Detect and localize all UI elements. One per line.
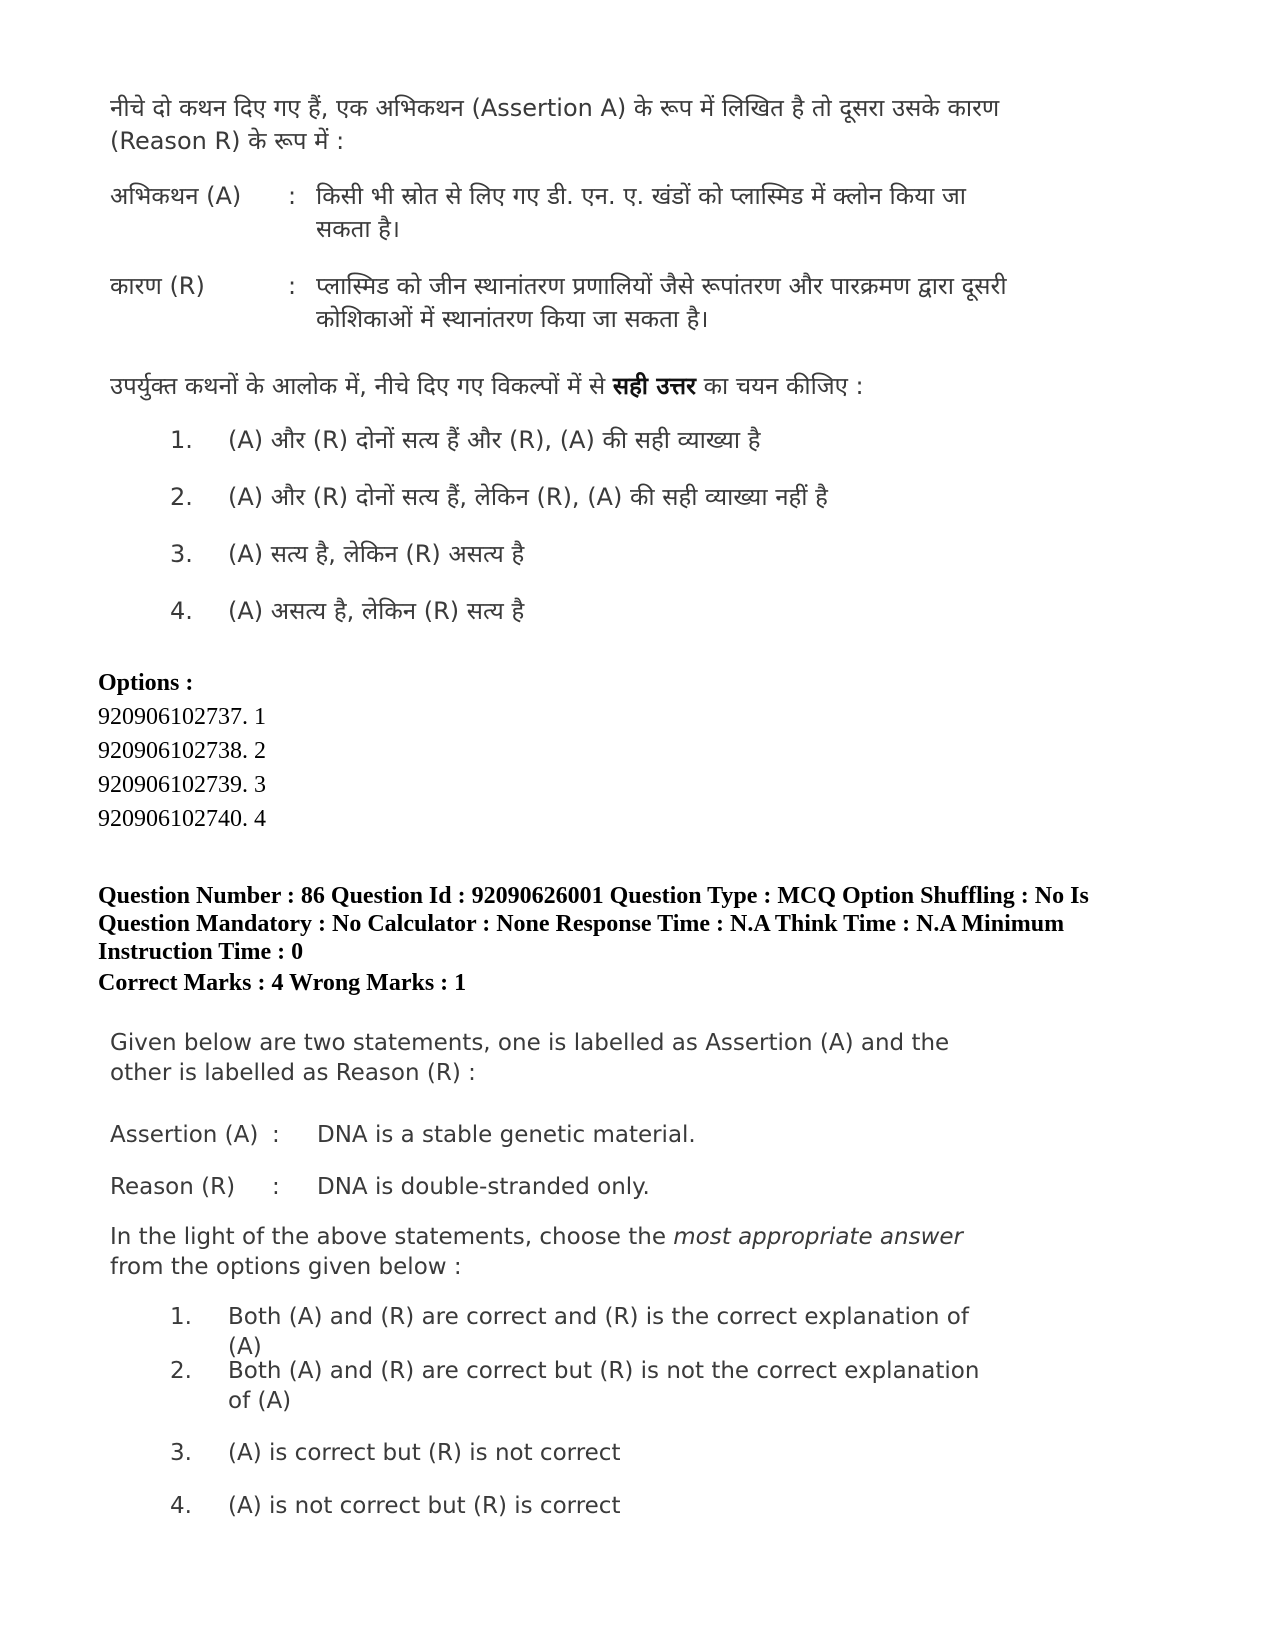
- hindi-reason-label: कारण (R): [110, 272, 205, 300]
- hindi-choose-bold: सही उत्तर: [612, 372, 696, 400]
- hindi-option-number: 2.: [170, 483, 193, 511]
- hindi-option-text: (A) और (R) दोनों सत्य हैं, लेकिन (R), (A) की सही व्याख्या नहीं है: [228, 483, 828, 511]
- option-id-line: 920906102740. 4: [98, 806, 266, 832]
- option-id-line: 920906102737. 1: [98, 704, 266, 730]
- english-assertion-text: DNA is a stable genetic material.: [317, 1122, 696, 1148]
- question-meta: Question Number : 86 Question Id : 92090626001 Question Type : MCQ Option Shuffling : No Is Question Mandatory : No Calculator : None Response Time : N.A Think Time : N.A Minimum Instruction Time : 0: [98, 883, 1089, 965]
- english-option-number: 3.: [170, 1440, 192, 1466]
- english-assertion-colon: :: [272, 1122, 280, 1148]
- hindi-option-number: 1.: [170, 426, 193, 454]
- hindi-option: [170, 481, 828, 514]
- english-option-text: Both (A) and (R) are correct but (R) is not the correct explanation of (A): [228, 1358, 980, 1414]
- hindi-intro: नीचे दो कथन दिए गए हैं, एक अभिकथन (Assertion A) के रूप में लिखित है तो दूसरा उसके कारण (Reason R) के रूप में :: [110, 94, 1000, 155]
- english-option-text: (A) is not correct but (R) is correct: [228, 1493, 621, 1519]
- hindi-assertion-text: किसी भी स्रोत से लिए गए डी. एन. ए. खंडों को प्लास्मिड में क्लोन किया जा सकता है।: [316, 182, 966, 243]
- english-option-text: Both (A) and (R) are correct and (R) is the correct explanation of (A): [228, 1304, 969, 1360]
- hindi-assertion-colon: :: [288, 182, 297, 210]
- english-assertion-label: Assertion (A): [110, 1122, 259, 1148]
- english-option-number: 4.: [170, 1493, 192, 1519]
- english-reason-label: Reason (R): [110, 1174, 236, 1200]
- english-choose-after: from the options given below :: [110, 1254, 462, 1280]
- english-choose-before: In the light of the above statements, choose the: [110, 1224, 674, 1250]
- hindi-option-text: (A) सत्य है, लेकिन (R) असत्य है: [228, 540, 525, 568]
- hindi-option-number: 3.: [170, 540, 193, 568]
- question-marks: Correct Marks : 4 Wrong Marks : 1: [98, 970, 467, 996]
- hindi-option-text: (A) असत्य है, लेकिन (R) सत्य है: [228, 597, 525, 625]
- hindi-assertion-label: अभिकथन (A): [110, 182, 242, 210]
- english-intro: Given below are two statements, one is labelled as Assertion (A) and the other is labelled as Reason (R) :: [110, 1030, 950, 1086]
- option-id-line: 920906102739. 3: [98, 772, 266, 798]
- hindi-choose-after: का चयन कीजिए :: [695, 372, 864, 400]
- hindi-option-text: (A) और (R) दोनों सत्य हैं और (R), (A) की सही व्याख्या है: [228, 426, 761, 454]
- hindi-reason-text: प्लास्मिड को जीन स्थानांतरण प्रणालियों जैसे रूपांतरण और पारक्रमण द्वारा दूसरी कोशिकाओं में स्थानांतरण किया जा सकता है।: [316, 272, 1007, 333]
- english-choose-italic: most appropriate answer: [673, 1224, 963, 1250]
- english-option-text: (A) is correct but (R) is not correct: [228, 1440, 621, 1466]
- hindi-choose-before: उपर्युक्त कथनों के आलोक में, नीचे दिए गए विकल्पों में से: [110, 372, 613, 400]
- english-choose-instruction: [110, 1222, 1010, 1282]
- options-heading: Options :: [98, 670, 194, 696]
- english-option-number: 1.: [170, 1304, 192, 1330]
- hindi-option: [170, 424, 760, 457]
- hindi-reason-colon: :: [288, 272, 297, 300]
- hindi-choose-instruction: [110, 370, 864, 403]
- option-id-line: 920906102738. 2: [98, 738, 266, 764]
- hindi-option: [170, 595, 524, 628]
- hindi-option-number: 4.: [170, 597, 193, 625]
- english-reason-colon: :: [272, 1174, 280, 1200]
- english-option-number: 2.: [170, 1358, 192, 1384]
- english-reason-text: DNA is double-stranded only.: [317, 1174, 650, 1200]
- hindi-option: [170, 538, 524, 571]
